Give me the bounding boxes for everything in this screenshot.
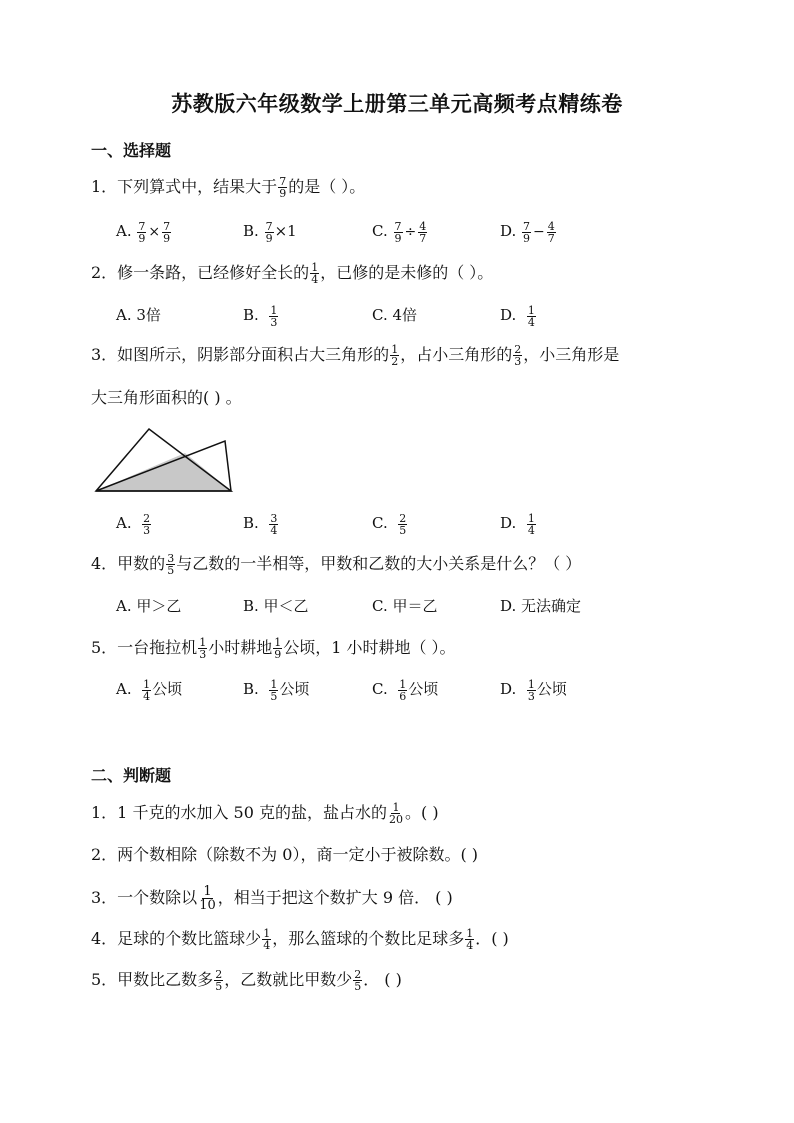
option-a[interactable]: A. 3倍 [116,306,161,324]
triangle-figure [92,425,234,495]
option-b[interactable]: B. $\frac{1}{5}$ 公顷 [243,677,310,703]
question-text: 1．下列算式中，结果大于 [91,177,278,196]
fraction: $\frac{1}{4}$ [311,261,319,286]
option-c[interactable]: C. 甲＝乙 [372,597,438,615]
question-3: 3．如图所示，阴影部分面积占大三角形的 $\frac{1}{2}$ ，占小三角形的 $\frac{2}{3}$ ，小三角形是 [91,343,620,368]
judge-question-1: 1．1 千克的水加入 50 克的盐，盐占水的 $\frac{1}{20}$ 。( ) [91,801,439,826]
option-c[interactable]: C. $\frac{2}{5}$ [372,511,407,537]
fraction: $\frac{2}{3}$ [514,343,522,368]
question-5: 5．一台拖拉机 $\frac{1}{3}$ 小时耕地 $\frac{1}{9}$ 公顷，1 小时耕地（ ）。 [91,636,456,661]
fraction: $\frac{1}{4}$ [263,927,271,952]
judge-question-2: 2．两个数相除（除数不为 0），商一定小于被除数。( ) [91,845,479,864]
section-heading-judge: 二、判断题 [91,766,172,785]
option-c[interactable]: C. $\frac{7}{9}$ ÷ $\frac{4}{7}$ [372,219,427,245]
option-c[interactable]: C. 4倍 [372,306,418,324]
question-2: 2．修一条路，已经修好全长的 $\frac{1}{4}$ ，已修的是未修的（ ）。 [91,261,494,286]
fraction: $\frac{1}{4}$ [466,927,474,952]
option-c[interactable]: C. $\frac{1}{6}$ 公顷 [372,677,439,703]
fraction: $\frac{2}{5}$ [354,968,362,993]
option-a[interactable]: A. $\frac{1}{4}$ 公顷 [116,677,183,703]
question-4: 4．甲数的 $\frac{3}{5}$ 与乙数的一半相等，甲数和乙数的大小关系是什么？（ ） [91,552,582,577]
option-d[interactable]: D. 无法确定 [500,597,582,615]
fraction: $\frac{1}{9}$ [274,636,282,661]
section-heading-choice: 一、选择题 [91,141,172,160]
fraction: $\frac{1}{10}$ [199,884,216,913]
fraction: $\frac{3}{5}$ [167,552,175,577]
option-b[interactable]: B. 甲＜乙 [243,597,309,615]
option-d[interactable]: D. $\frac{1}{3}$ 公顷 [500,677,567,703]
judge-question-4: 4．足球的个数比篮球少 $\frac{1}{4}$ ，那么篮球的个数比足球多 $\frac{1}{4}$ ．( ) [91,927,509,952]
fraction: $\frac{2}{5}$ [215,968,223,993]
fraction: $\frac{1}{2}$ [391,343,399,368]
question-text: 的是（ ）。 [288,177,366,196]
page-title: 苏教版六年级数学上册第三单元高频考点精练卷 [171,91,623,116]
option-d[interactable]: D. $\frac{1}{4}$ [500,303,535,329]
option-a[interactable]: A. 甲＞乙 [116,597,182,615]
option-b[interactable]: B. $\frac{3}{4}$ [243,511,278,537]
judge-question-5: 5．甲数比乙数多 $\frac{2}{5}$ ，乙数就比甲数少 $\frac{2}{5}$ ． ( ) [91,968,402,993]
fraction: $\frac{1}{20}$ [388,801,403,826]
question-3-line-2: 大三角形面积的( ) 。 [91,388,242,407]
option-a[interactable]: A. $\frac{7}{9}$ × $\frac{7}{9}$ [116,219,171,245]
question-1 [91,175,365,199]
fraction: $\frac{7}{9}$ [279,175,287,200]
option-a[interactable]: A. $\frac{2}{3}$ [116,511,151,537]
option-b[interactable]: B. $\frac{1}{3}$ [243,303,278,329]
option-d[interactable]: D. $\frac{7}{9}$ − $\frac{4}{7}$ [500,219,555,245]
shaded-region [96,453,231,491]
judge-question-3: 3．一个数除以 $\frac{1}{10}$ ，相当于把这个数扩大 9 倍． ( ) [91,884,453,913]
option-d[interactable]: D. $\frac{1}{4}$ [500,511,535,537]
option-b[interactable]: B. $\frac{7}{9}$ ×1 [243,219,297,245]
fraction: $\frac{1}{3}$ [199,636,207,661]
